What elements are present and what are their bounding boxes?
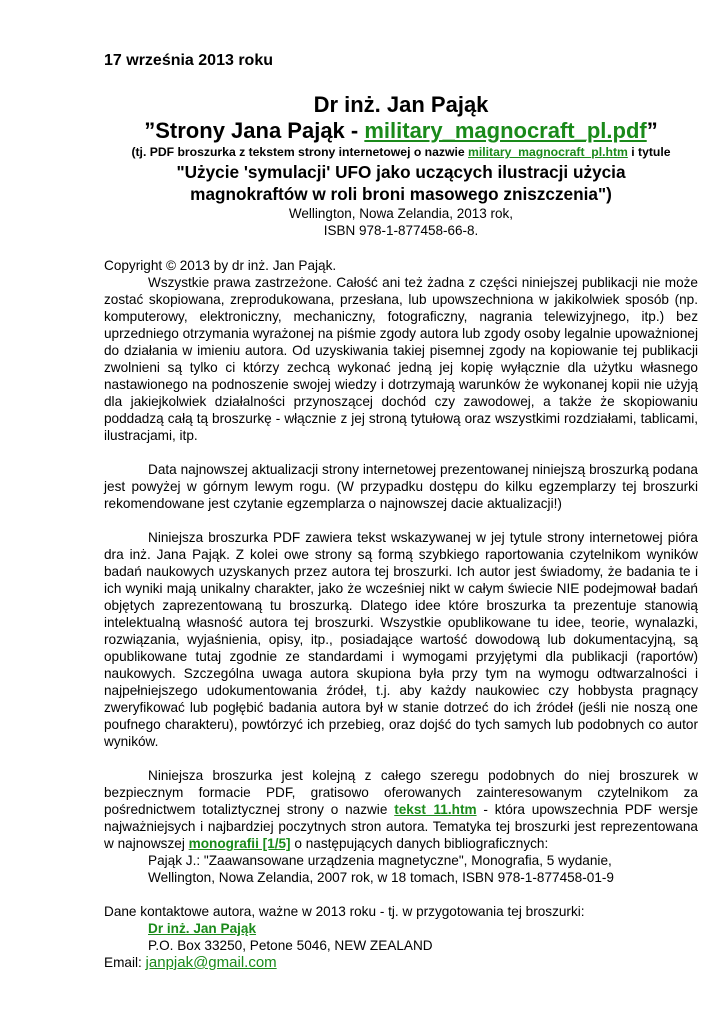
email-link[interactable]: janpjak@gmail.com xyxy=(145,954,277,971)
paragraph-content: Niniejsza broszurka PDF zawiera tekst wskazywanej w jej tytule strony internetowej pióra dra inż. Jana Pająk. Z kolei owe strony są formą szybkiego raportowania czytelnikom wyników badań naukowych uzyskanych przez autora tej broszurki. Ich autor jest świadomy, że badania te i ich wyniki mają unikalny charakter, jako że wcześniej nikt w całym świecie NIE podejmował badań objętych zaprezentowaną tu broszurką. Dlatego idee które broszurka ta prezentuje stanowią intelektualną własność autora tej broszurki. Wszystkie opublikowane tu idee, teorie, wynalazki, rozwiązania, wyjaśnienia, opisy, itp., posiadające wartość dowodową lub dokumentacyjną, są opublikowane tutaj zgodnie ze standardami i wymogami przyjętymi dla publikacji (raportów) naukowych. Szczególna uwaga autora skupiona była przy tym na wymogu odtwarzalności i najpełniejszego udokumentowania źródeł, t.j. aby każdy naukowiec czy hobbysta pragnący zweryfikować lub pogłębić badania autora był w stanie dotrzeć do ich źródeł (jeśli nie noszą one poufnego charakteru), powtórzyć ich przebieg, oraz dojść do tych samych lub podobnych co autor wyników. xyxy=(104,530,698,749)
title-block xyxy=(100,92,702,239)
contact-intro: Dane kontaktowe autora, ważne w 2013 roku - tj. w przygotowania tej broszurki: xyxy=(104,904,585,919)
biblio-line-1: Pająk J.: "Zaawansowane urządzenia magnetyczne", Monografia, 5 wydanie, xyxy=(148,853,612,868)
document-title xyxy=(100,118,702,144)
paragraph-update: Data najnowszej aktualizacji strony internetowej prezentowanej niniejszą broszurką podana jest powyżej w górnym lewym rogu. (W przypadku dostępu do kilku egzemplarzy tej broszurki rekomendowane jest czytanie egzemplarza o najnowszej dacie aktualizacji!) xyxy=(104,462,698,511)
publication-place: Wellington, Nowa Zelandia, 2013 rok, xyxy=(288,206,514,221)
author-link[interactable]: Dr inż. Jan Pająk xyxy=(148,921,257,936)
subtitle-line-2: magnokraftów w roli broni masowego zniszczenia") xyxy=(190,184,612,204)
series-text-2: - która upowszechnia PDF wersje najważniejsych i najbardziej poczytnych stron autora. Tematyka tej broszurki jest reprezentowana w najnowszej xyxy=(104,802,698,851)
title-prefix: ”Strony Jana Pająk - xyxy=(144,118,365,143)
note-prefix: (tj. PDF broszurka z tekstem strony internetowej o nazwie xyxy=(131,145,469,159)
monograph-link[interactable]: monografii [1/5] xyxy=(188,836,291,851)
contact-email-row xyxy=(104,954,698,971)
pdf-link[interactable]: military_magnocraft_pl.pdf xyxy=(364,118,647,143)
biblio-line-2: Wellington, Nowa Zelandia, 2007 rok, w 18 tomach, ISBN 978-1-877458-01-9 xyxy=(148,870,614,885)
title-note xyxy=(100,144,702,161)
document-body xyxy=(104,257,698,971)
series-text-3: o następujących danych bibliograficznych: xyxy=(290,836,549,851)
isbn: ISBN 978-1-877458-66-8. xyxy=(323,223,479,238)
paragraph-rights: Wszystkie prawa zastrzeżone. Całość ani też żadna z części niniejszej publikacji nie może zostać skopiowana, zreprodukowana, przesłana, lub upowszechniona w jakikolwiek sposób (np. komputerowy, elektroniczny, mechaniczny, fotograficzny, nagrania telewizyjnego, itp.) bez uprzedniego otrzymania wyrażonej na piśmie zgody autora lub zgody osoby legalnie upoważnionej do działania w imieniu autora. Od uzyskiwania takiej pisemnej zgody na kopiowanie tej publikacji zwolnieni są tylko ci którzy zechcą wykonać jedną jej kopię wyłącznie dla użytku własnego nastawionego na podnoszenie swojej wiedzy i dotrzymają warunków że wykonanej kopii nie użyją dla jakiejkolwiek działalności przynoszącej dochód czy zawodowej, a także że skopiowaniu poddadzą całą tą broszurkę - włącznie z jej stroną tytułową oraz wszystkimi rozdziałami, tablicami, ilustracjami, itp. xyxy=(104,275,698,443)
contact-address: P.O. Box 33250, Petone 5046, NEW ZEALAND xyxy=(148,938,433,953)
htm-link[interactable]: military_magnocraft_pl.htm xyxy=(468,145,628,159)
copyright-line: Copyright © 2013 by dr inż. Jan Pająk. xyxy=(104,258,337,273)
note-suffix: i tytule xyxy=(627,145,671,159)
email-label: Email: xyxy=(104,955,146,970)
subtitle-line-1: "Użycie 'symulacji' UFO jako uczących ilustracji użycia xyxy=(176,162,626,182)
series-text-1: Niniejsza broszurka jest kolejną z całego szeregu podobnych do niej broszurek w bezpiecznym formacie PDF, gratisowo oferowanych zainteresowanym czytelnikom za pośrednictwem totaliztycznej strony o nazwie xyxy=(104,768,698,817)
contact-name-row xyxy=(104,920,698,937)
author-name: Dr inż. Jan Pająk xyxy=(313,92,489,117)
paragraph-series xyxy=(104,767,698,852)
title-suffix: ” xyxy=(646,118,658,143)
tekst-11-link[interactable]: tekst_11.htm xyxy=(394,802,477,817)
update-date: 17 września 2013 roku xyxy=(104,52,273,69)
